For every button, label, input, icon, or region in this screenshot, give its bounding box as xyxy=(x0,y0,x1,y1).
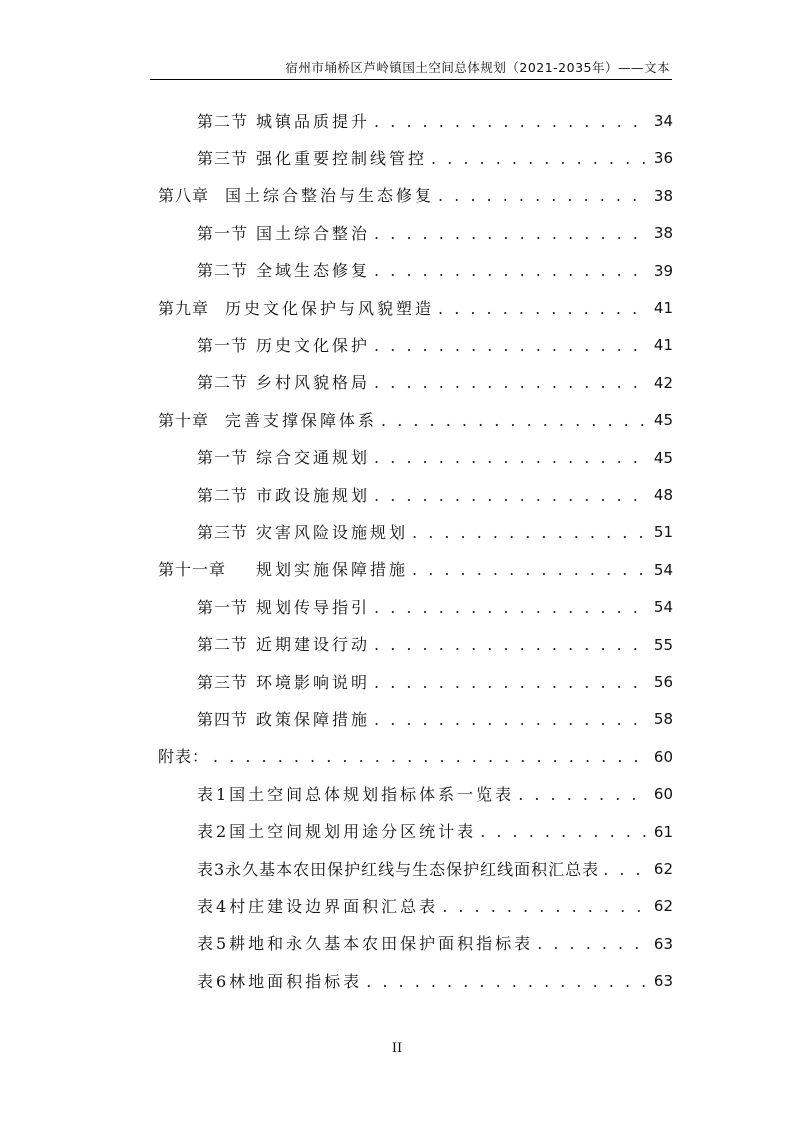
toc-entry-number: 第一节 xyxy=(197,223,249,243)
toc-dot-leader xyxy=(412,562,649,578)
toc-entry-number: 第三节 xyxy=(197,672,249,692)
toc-dot-leader xyxy=(431,151,649,167)
toc-entry-title: 历史文化保护与风貌塑造 xyxy=(225,298,435,318)
toc-page-number: 55 xyxy=(653,635,673,654)
toc-entry-number: 第三节 xyxy=(197,148,249,168)
running-header: 宿州市埇桥区芦岭镇国土空间总体规划（2021-2035年）——文本 xyxy=(285,60,670,75)
toc-section-entry[interactable] xyxy=(197,215,673,252)
toc-page-number: 48 xyxy=(653,486,673,504)
toc-chapter-entry[interactable] xyxy=(158,290,673,327)
toc-dot-leader xyxy=(442,899,649,915)
toc-entry-number: 第二节 xyxy=(197,635,249,655)
toc-section-entry[interactable] xyxy=(197,253,673,290)
toc-entry-title: 表4村庄建设边界面积汇总表 xyxy=(197,896,439,916)
toc-page-number: 41 xyxy=(653,336,673,355)
toc-section-entry[interactable] xyxy=(197,851,673,888)
toc-entry-number: 第三节 xyxy=(197,522,249,542)
toc-section-entry[interactable] xyxy=(197,103,673,140)
toc-entry-title: 综合交通规划 xyxy=(256,448,371,468)
toc-page-number: 38 xyxy=(653,224,673,243)
toc-page-number: 63 xyxy=(653,972,673,991)
toc-page-number: 60 xyxy=(653,747,673,766)
toc-entry-title: 政策保障措施 xyxy=(256,709,371,729)
toc-page-number: 62 xyxy=(653,897,673,916)
toc-section-entry[interactable] xyxy=(197,627,673,664)
toc-entry-number: 第九章 xyxy=(158,298,210,318)
toc-dot-leader xyxy=(374,488,649,504)
toc-entry-number: 附表： xyxy=(158,747,210,767)
toc-entry-title: 规划实施保障措施 xyxy=(256,560,409,580)
header-divider xyxy=(150,79,672,80)
toc-entry-title: 全域生态修复 xyxy=(256,261,371,281)
toc-section-entry[interactable] xyxy=(197,514,673,551)
toc-dot-leader xyxy=(374,675,649,691)
toc-dot-leader xyxy=(537,936,649,952)
toc-chapter-entry[interactable] xyxy=(158,739,673,776)
page-number-footer: II xyxy=(391,1041,403,1056)
toc-dot-leader xyxy=(374,637,649,653)
toc-dot-leader xyxy=(213,749,649,765)
toc-entry-number: 第一节 xyxy=(197,448,249,468)
toc-page-number: 56 xyxy=(653,673,673,691)
toc-entry-number: 第二节 xyxy=(197,485,249,505)
toc-entry-number: 第二节 xyxy=(197,111,249,131)
toc-page-number: 39 xyxy=(653,261,673,280)
toc-dot-leader xyxy=(374,263,649,279)
toc-entry-number: 第一节 xyxy=(197,335,249,355)
toc-page-number: 62 xyxy=(653,860,673,878)
toc-page-number: 54 xyxy=(653,560,673,579)
toc-section-entry[interactable] xyxy=(197,888,673,925)
toc-entry-title: 历史文化保护 xyxy=(256,335,371,355)
toc-dot-leader xyxy=(374,226,649,242)
toc-section-entry[interactable] xyxy=(197,440,673,477)
toc-entry-number: 第十一章 xyxy=(158,560,227,580)
toc-dot-leader xyxy=(374,712,649,728)
toc-entry-title: 国土综合整治与生态修复 xyxy=(225,186,435,206)
toc-page-number: 45 xyxy=(653,411,673,430)
toc-entry-title: 市政设施规划 xyxy=(256,485,371,505)
toc-entry-title: 国土综合整治 xyxy=(256,223,371,243)
toc-dot-leader xyxy=(438,301,649,317)
toc-entry-title: 表3永久基本农田保护红线与生态保护红线面积汇总表 xyxy=(197,859,600,879)
toc-page-number: 54 xyxy=(653,598,673,617)
toc-section-entry[interactable] xyxy=(197,365,673,402)
toc-page-number: 45 xyxy=(653,448,673,467)
toc-entry-title: 表1国土空间总体规划指标体系一览表 xyxy=(197,784,515,804)
toc-page-number: 41 xyxy=(653,299,673,317)
toc-entry-title: 规划传导指引 xyxy=(256,597,371,617)
toc-dot-leader xyxy=(518,787,649,803)
toc-entry-title: 完善支撑保障体系 xyxy=(225,410,378,430)
toc-section-entry[interactable] xyxy=(197,477,673,514)
toc-entry-title: 表5耕地和永久基本农田保护面积指标表 xyxy=(197,934,534,954)
toc-page-number: 63 xyxy=(653,934,673,953)
toc-entry-number: 第一节 xyxy=(197,597,249,617)
toc-entry-title: 表6林地面积指标表 xyxy=(197,971,363,991)
toc-section-entry[interactable] xyxy=(197,140,673,177)
toc-chapter-entry[interactable] xyxy=(158,402,673,439)
toc-entry-title: 强化重要控制线管控 xyxy=(256,148,428,168)
toc-page-number: 61 xyxy=(653,822,673,841)
toc-dot-leader xyxy=(374,375,649,391)
toc-entry-title: 表2国土空间规划用途分区统计表 xyxy=(197,822,477,842)
toc-entry-number: 第二节 xyxy=(197,373,249,393)
toc-page-number: 36 xyxy=(653,149,673,168)
toc-entry-title: 乡村风貌格局 xyxy=(256,373,371,393)
toc-dot-leader xyxy=(438,188,649,204)
toc-dot-leader xyxy=(412,525,649,541)
toc-page-number: 38 xyxy=(653,186,673,205)
toc-section-entry[interactable] xyxy=(197,963,673,1000)
toc-entry-number: 第二节 xyxy=(197,261,249,281)
toc-entry-number: 第十章 xyxy=(158,410,210,430)
toc-page-number: 60 xyxy=(653,785,673,804)
toc-chapter-entry[interactable] xyxy=(158,178,673,215)
toc-page-number: 42 xyxy=(653,373,673,392)
toc-page-number: 58 xyxy=(653,710,673,729)
toc-dot-leader xyxy=(480,824,649,840)
toc-entry-title: 城镇品质提升 xyxy=(256,111,371,131)
toc-dot-leader xyxy=(374,114,649,130)
toc-section-entry[interactable] xyxy=(197,327,673,364)
toc-section-entry[interactable] xyxy=(197,701,673,738)
toc-section-entry[interactable] xyxy=(197,589,673,626)
toc-section-entry[interactable] xyxy=(197,926,673,963)
toc-chapter-entry[interactable] xyxy=(158,552,673,589)
toc-page-number: 34 xyxy=(653,112,673,130)
toc-entry-title: 近期建设行动 xyxy=(256,635,371,655)
toc-entry-title: 环境影响说明 xyxy=(256,672,371,692)
toc-page-number: 51 xyxy=(653,523,673,542)
toc-dot-leader xyxy=(366,974,649,990)
toc-dot-leader xyxy=(381,413,649,429)
toc-section-entry[interactable] xyxy=(197,776,673,813)
toc-section-entry[interactable] xyxy=(197,664,673,701)
toc-entry-number: 第八章 xyxy=(158,186,210,206)
toc-dot-leader xyxy=(603,862,649,878)
toc-section-entry[interactable] xyxy=(197,814,673,851)
toc-dot-leader xyxy=(374,338,649,354)
toc-dot-leader xyxy=(374,450,649,466)
toc-entry-title: 灾害风险设施规划 xyxy=(256,522,409,542)
toc-dot-leader xyxy=(374,600,649,616)
toc-entry-number: 第四节 xyxy=(197,709,249,729)
